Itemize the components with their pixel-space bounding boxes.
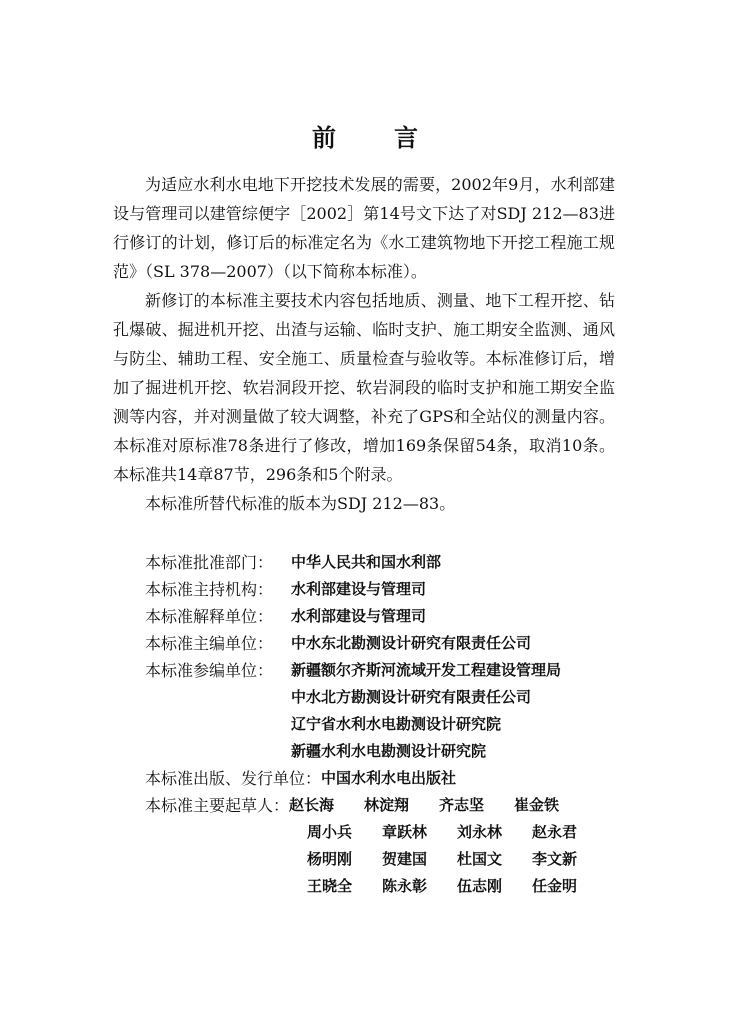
info-row — [145, 872, 625, 899]
preface-body — [113, 170, 615, 518]
drafter-name: 刘永林 — [457, 823, 503, 841]
drafter-name: 林淀翔 — [364, 796, 410, 814]
info-value: 水利部建设与管理司 — [291, 580, 427, 598]
info-value: 中国水利水电出版社 — [321, 769, 457, 787]
drafter-name: 赵长海 — [289, 796, 335, 814]
info-row — [145, 710, 625, 737]
info-label: 本标准解释单位： — [145, 607, 274, 626]
info-row — [145, 791, 625, 818]
info-label: 本标准主要起草人： — [145, 796, 290, 815]
paragraph: 新修订的本标准主要技术内容包括地质、测量、地下工程开挖、钻孔爆破、掘进机开挖、出渣与运输、临时支护、施工期安全监测、通风与防尘、辅助工程、安全施工、质量检查与验收等。本标准修订后，增加了掘进机开挖、软岩洞段开挖、软岩洞段的临时支护和施工期安全监测等内容，并对测量做了较大调整，补充了GPS和全站仪的测量内容。本标准对原标准78条进行了修改，增加169条保留54条，取消10条。本标准共14章87节，296条和5个附录。 — [113, 291, 615, 484]
info-label: 本标准主持机构： — [145, 580, 274, 599]
info-row — [145, 764, 625, 791]
drafter-name: 王晓全 — [307, 877, 353, 895]
info-label: 本标准主编单位： — [145, 634, 274, 653]
info-value: 辽宁省水利水电勘测设计研究院 — [291, 715, 502, 733]
drafter-name: 杜国文 — [457, 850, 503, 868]
info-value: 新疆水利水电勘测设计研究院 — [291, 742, 487, 760]
info-value: 中华人民共和国水利部 — [291, 553, 442, 571]
info-label: 本标准参编单位： — [145, 661, 274, 680]
info-row — [145, 602, 625, 629]
drafter-name: 齐志坚 — [439, 796, 485, 814]
info-label: 本标准批准部门： — [145, 553, 274, 572]
drafter-name: 贺建国 — [382, 850, 428, 868]
info-row — [145, 737, 625, 764]
info-row — [145, 845, 625, 872]
drafter-name: 杨明刚 — [307, 850, 353, 868]
info-value: 新疆额尔齐斯河流域开发工程建设管理局 — [291, 661, 562, 679]
info-row — [145, 818, 625, 845]
paragraph: 为适应水利水电地下开挖技术发展的需要，2002年9月，水利部建设与管理司以建管综便字［2002］第14号文下达了对SDJ 212—83进行修订的计划，修订后的标准定名为《水工建筑物地下开挖工程施工规范》（SL 378—2007）（以下简称本标准）。 — [113, 175, 615, 281]
info-row — [145, 656, 625, 683]
info-value: 中水北方勘测设计研究有限责任公司 — [291, 688, 532, 706]
drafter-name: 赵永君 — [532, 823, 578, 841]
drafter-name: 崔金铁 — [514, 796, 560, 814]
title-char-1: 前 — [312, 124, 338, 152]
page-title — [0, 118, 732, 153]
info-row — [145, 683, 625, 710]
info-label: 本标准出版、发行单位： — [145, 769, 322, 788]
drafter-list — [289, 794, 575, 815]
drafter-list — [307, 848, 593, 869]
drafter-list — [307, 821, 593, 842]
info-value: 水利部建设与管理司 — [291, 607, 427, 625]
paragraph: 本标准所替代标准的版本为SDJ 212—83。 — [145, 494, 456, 513]
drafter-name: 周小兵 — [307, 823, 353, 841]
drafter-name: 陈永彰 — [382, 877, 428, 895]
standard-info — [145, 548, 625, 899]
drafter-name: 伍志刚 — [457, 877, 503, 895]
info-row — [145, 548, 625, 575]
info-value: 中水东北勘测设计研究有限责任公司 — [291, 634, 532, 652]
drafter-list — [307, 875, 593, 896]
title-char-2: 言 — [394, 124, 420, 152]
drafter-name: 李文新 — [532, 850, 578, 868]
info-row — [145, 575, 625, 602]
info-row — [145, 629, 625, 656]
drafter-name: 章跃林 — [382, 823, 428, 841]
drafter-name: 任金明 — [532, 877, 578, 895]
